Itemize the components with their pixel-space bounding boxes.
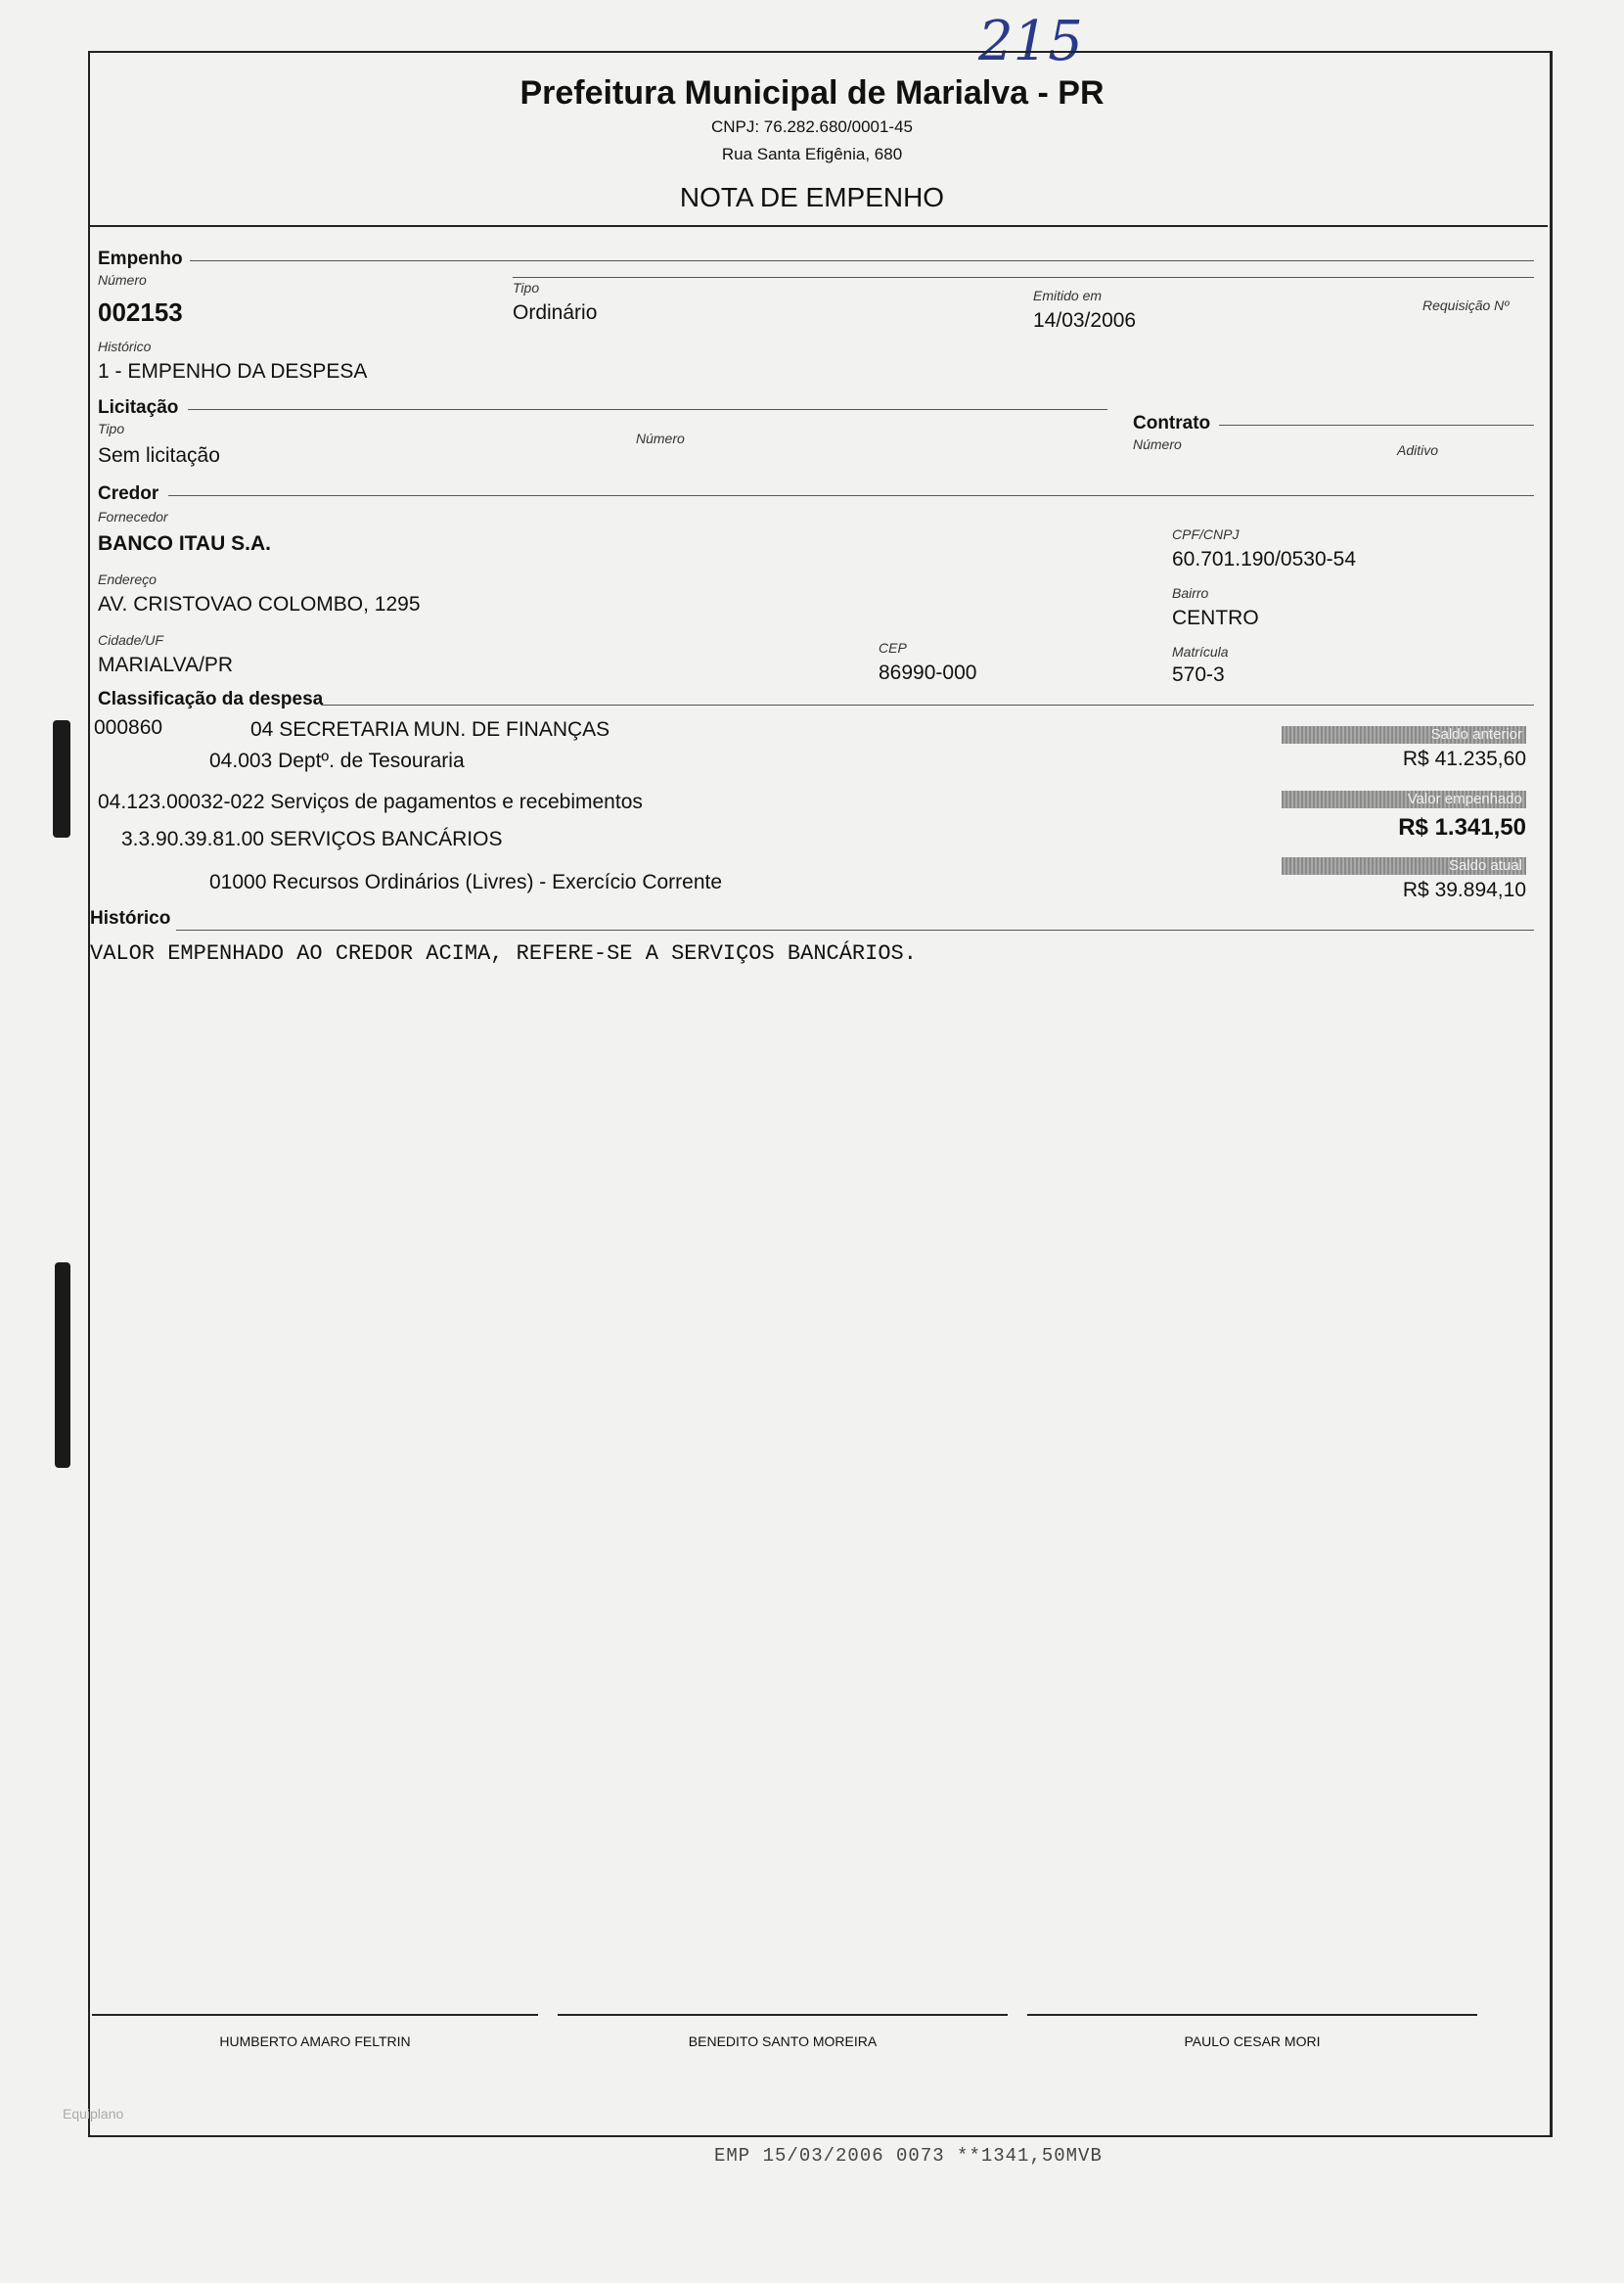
historico-rule bbox=[176, 930, 1534, 931]
classificacao-rule bbox=[321, 705, 1534, 706]
contrato-numero-label: Número bbox=[1133, 436, 1182, 452]
cpf-label: CPF/CNPJ bbox=[1172, 526, 1240, 542]
signature-name-2: BENEDITO SANTO MOREIRA bbox=[688, 2033, 878, 2049]
classificacao-line4: 3.3.90.39.81.00 SERVIÇOS BANCÁRIOS bbox=[121, 828, 503, 850]
saldo-atual-value: R$ 39.894,10 bbox=[1402, 879, 1526, 901]
licitacao-section-label: Licitação bbox=[98, 397, 179, 418]
signature-line-2 bbox=[558, 2014, 1008, 2016]
saldo-anterior-label: Saldo anterior bbox=[1282, 726, 1526, 744]
signature-line-1 bbox=[92, 2014, 538, 2016]
emitido-date: 14/03/2006 bbox=[1033, 309, 1137, 332]
valor-empenhado-label: Valor empenhado bbox=[1282, 791, 1526, 808]
document-type-title: NOTA DE EMPENHO bbox=[679, 182, 945, 212]
fornecedor-label: Fornecedor bbox=[98, 509, 168, 525]
endereco-label: Endereço bbox=[98, 571, 157, 587]
historico-section-label: Histórico bbox=[90, 908, 171, 929]
classificacao-code: 000860 bbox=[94, 716, 163, 739]
empenho-numero-label: Número bbox=[98, 272, 147, 288]
emitido-label: Emitido em bbox=[1033, 288, 1103, 303]
cnpj-text: CNPJ: 76.282.680/0001-45 bbox=[710, 117, 914, 136]
page-title: Prefeitura Municipal de Marialva - PR bbox=[519, 74, 1105, 112]
empenho-section-label: Empenho bbox=[98, 249, 183, 269]
cpf-value: 60.701.190/0530-54 bbox=[1172, 548, 1357, 571]
signature-line-3 bbox=[1027, 2014, 1477, 2016]
empenho-numero: 002153 bbox=[98, 297, 183, 327]
handwritten-number: 215 bbox=[978, 10, 1083, 73]
requisicao-label: Requisição Nº bbox=[1422, 297, 1510, 313]
classificacao-line5: 01000 Recursos Ordinários (Livres) - Exercício Corrente bbox=[209, 871, 723, 893]
contrato-section-label: Contrato bbox=[1133, 413, 1211, 434]
contrato-rule bbox=[1219, 425, 1534, 426]
matricula-label: Matrícula bbox=[1172, 644, 1229, 660]
classificacao-line3: 04.123.00032-022 Serviços de pagamentos e recebimentos bbox=[98, 791, 643, 813]
binding-mark-bottom bbox=[55, 1262, 70, 1468]
bairro-value: CENTRO bbox=[1172, 607, 1259, 629]
valor-empenhado-value: R$ 1.341,50 bbox=[1398, 814, 1526, 841]
credor-section-label: Credor bbox=[98, 483, 159, 504]
empenho-subrule bbox=[513, 277, 1534, 278]
saldo-anterior-value: R$ 41.235,60 bbox=[1402, 748, 1526, 770]
endereco-value: AV. CRISTOVAO COLOMBO, 1295 bbox=[98, 593, 421, 616]
empenho-rule bbox=[190, 260, 1534, 261]
saldo-atual-label: Saldo atual bbox=[1282, 857, 1526, 875]
footer-stamp: EMP 15/03/2006 0073 **1341,50MVB bbox=[714, 2145, 1103, 2167]
empenho-historico-label: Histórico bbox=[98, 339, 152, 354]
credor-rule bbox=[168, 495, 1534, 496]
matricula-value: 570-3 bbox=[1172, 663, 1225, 686]
empenho-tipo-label: Tipo bbox=[513, 280, 540, 296]
bairro-label: Bairro bbox=[1172, 585, 1209, 601]
historico-text: VALOR EMPENHADO AO CREDOR ACIMA, REFERE-SE A SERVIÇOS BANCÁRIOS. bbox=[90, 941, 917, 966]
fornecedor-name: BANCO ITAU S.A. bbox=[98, 532, 271, 555]
classificacao-line1: 04 SECRETARIA MUN. DE FINANÇAS bbox=[250, 718, 610, 741]
cidade-value: MARIALVA/PR bbox=[98, 654, 234, 676]
cidade-label: Cidade/UF bbox=[98, 632, 163, 648]
address-text: Rua Santa Efigênia, 680 bbox=[721, 145, 903, 163]
classificacao-line2: 04.003 Deptº. de Tesouraria bbox=[209, 750, 465, 772]
binding-mark-top bbox=[53, 720, 70, 838]
contrato-aditivo-label: Aditivo bbox=[1397, 442, 1439, 458]
signature-name-1: HUMBERTO AMARO FELTRIN bbox=[219, 2033, 411, 2049]
licitacao-numero-label: Número bbox=[636, 431, 685, 446]
empenho-historico: 1 - EMPENHO DA DESPESA bbox=[98, 360, 368, 383]
signature-name-3: PAULO CESAR MORI bbox=[1184, 2033, 1321, 2049]
classificacao-section-label: Classificação da despesa bbox=[98, 689, 324, 709]
licitacao-tipo-label: Tipo bbox=[98, 421, 125, 436]
cep-value: 86990-000 bbox=[879, 662, 977, 684]
licitacao-rule bbox=[188, 409, 1107, 410]
empenho-tipo: Ordinário bbox=[513, 301, 598, 324]
licitacao-tipo: Sem licitação bbox=[98, 444, 220, 467]
footer-brand: Equiplano bbox=[63, 2106, 124, 2122]
cep-label: CEP bbox=[879, 640, 907, 656]
